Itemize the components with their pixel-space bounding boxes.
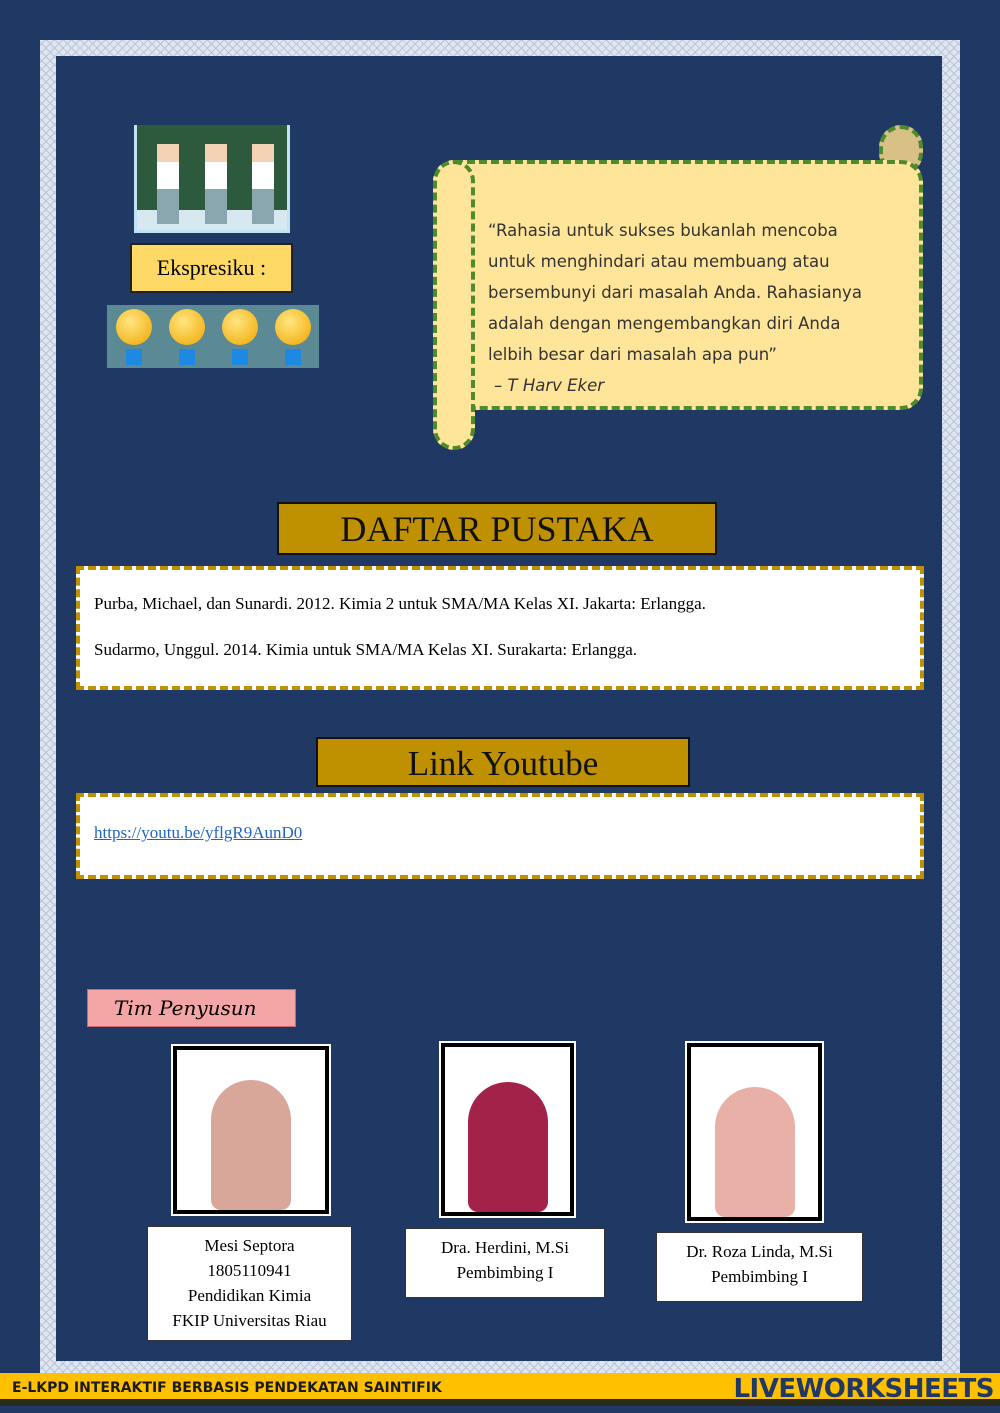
member-photo-3: [687, 1043, 822, 1221]
quote-scroll: [433, 125, 923, 450]
member-role: Pembimbing I: [456, 1263, 554, 1282]
reference-item: Sudarmo, Unggul. 2014. Kimia untuk SMA/MA Kelas XI. Surakarta: Erlangga.: [94, 640, 637, 659]
liveworksheets-logo: LIVEWORKSHEETS: [733, 1374, 994, 1404]
students-illustration: [134, 125, 290, 233]
youtube-link[interactable]: https://youtu.be/yflgR9AunD0: [94, 823, 303, 842]
member-program: Pendidikan Kimia: [187, 1286, 312, 1305]
youtube-title: Link Youtube: [316, 737, 690, 787]
quote-line: untuk menghindari atau membuang atau: [488, 252, 830, 271]
references-title: DAFTAR PUSTAKA: [277, 502, 717, 555]
member-institution: FKIP Universitas Riau: [172, 1311, 327, 1330]
emoji-confused-icon: [169, 309, 205, 345]
member-photo-1: [173, 1046, 329, 1214]
expression-checkbox-3[interactable]: [232, 349, 248, 365]
expression-checkbox-1[interactable]: [126, 349, 142, 365]
emoji-happy-icon: [116, 309, 152, 345]
footer-bar: [0, 1373, 1000, 1406]
expression-label: Ekspresiku :: [130, 243, 293, 293]
member-id: 1805110941: [207, 1261, 292, 1280]
expression-checkbox-2[interactable]: [179, 349, 195, 365]
member-caption-2: [405, 1228, 605, 1298]
quote-line: lelbih besar dari masalah apa pun”: [488, 345, 777, 364]
member-name: Mesi Septora: [204, 1236, 295, 1255]
expression-checkbox-4[interactable]: [285, 349, 301, 365]
quote-line: bersembunyi dari masalah Anda. Rahasianya: [488, 283, 862, 302]
references-box: [76, 566, 924, 690]
emoji-worried-icon: [222, 309, 258, 345]
member-caption-1: [147, 1226, 352, 1341]
member-name: Dr. Roza Linda, M.Si: [686, 1242, 833, 1261]
footer-text: E-LKPD INTERAKTIF BERBASIS PENDEKATAN SAINTIFIK: [12, 1380, 442, 1396]
reference-item: Purba, Michael, dan Sunardi. 2012. Kimia 2 untuk SMA/MA Kelas XI. Jakarta: Erlangga.: [94, 594, 706, 613]
member-name: Dra. Herdini, M.Si: [441, 1238, 569, 1257]
expression-options: [107, 305, 319, 368]
quote-text: [488, 215, 888, 401]
quote-author: – T Harv Eker: [494, 376, 605, 395]
quote-line: “Rahasia untuk sukses bukanlah mencoba: [488, 221, 838, 240]
member-caption-3: [656, 1232, 863, 1302]
member-role: Pembimbing I: [711, 1267, 808, 1286]
emoji-surprised-icon: [275, 309, 311, 345]
youtube-box: [76, 793, 924, 879]
quote-line: adalah dengan mengembangkan diri Anda: [488, 314, 841, 333]
team-title: Tim Penyusun: [87, 989, 296, 1027]
member-photo-2: [441, 1043, 574, 1216]
